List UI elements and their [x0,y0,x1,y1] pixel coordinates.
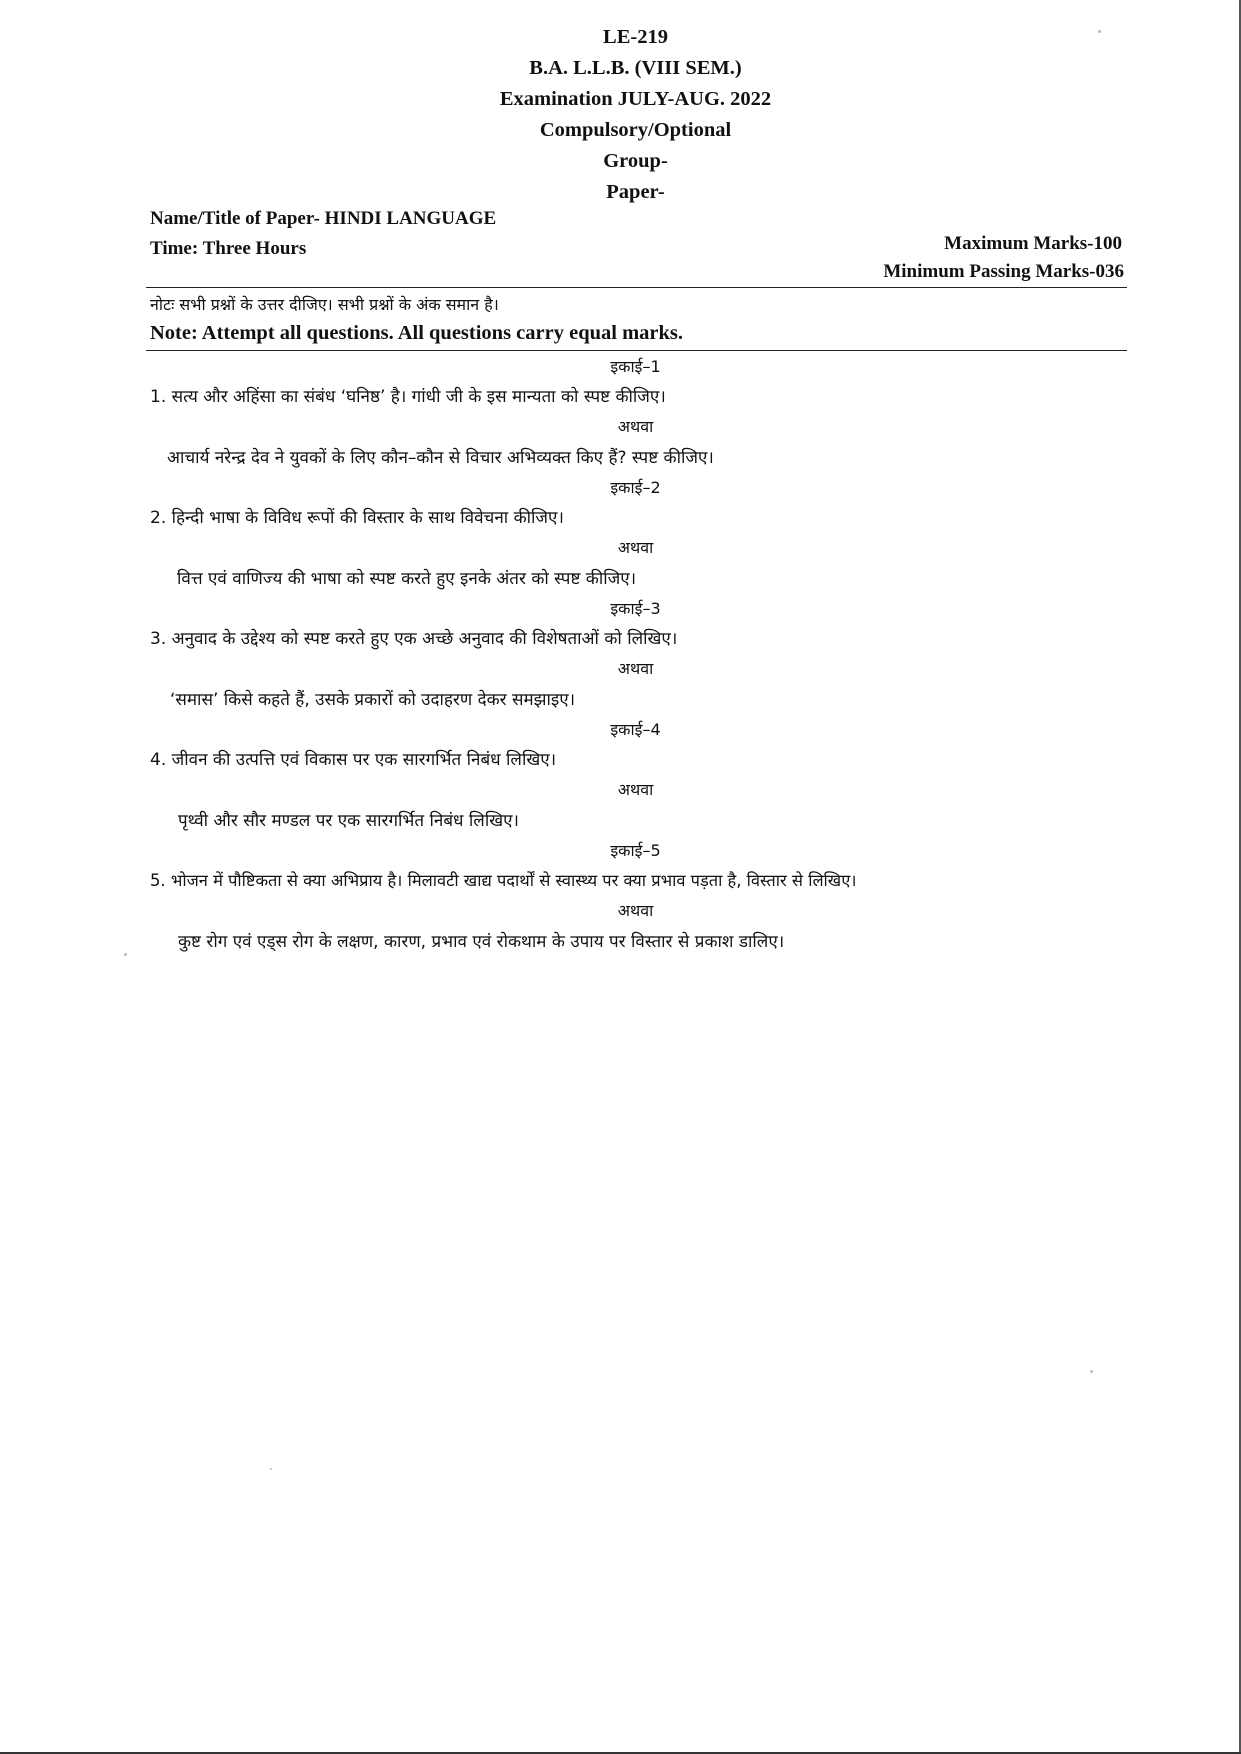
paper-header [0,22,1241,208]
course-name: B.A. L.L.B. (VIII SEM.) [529,57,742,79]
group-label: Group- [603,150,668,172]
question-5-alternative: कुष्ट रोग एवं एड्स रोग के लक्षण, कारण, प्रभाव एवं रोकथाम के उपाय पर विस्तार से प्रकाश डालिए। [178,932,785,952]
question-1: 1. सत्य और अहिंसा का संबंध ‘घनिष्ठ’ है। गांधी जी के इस मान्यता को स्पष्ट कीजिए। [150,387,666,407]
or-label: अथवा [617,901,654,920]
question-4: 4. जीवन की उत्पत्ति एवं विकास पर एक सारगर्भित निबंध लिखिए। [150,750,557,770]
exam-session: Examination JULY-AUG. 2022 [499,88,772,110]
question-4-alternative: पृथ्वी और सौर मण्डल पर एक सारगर्भित निबंध लिखिए। [178,811,519,831]
scan-speck [1090,1370,1093,1373]
question-2: 2. हिन्दी भाषा के विविध रूपों की विस्तार के साथ विवेचना कीजिए। [150,508,564,528]
paper-title: Name/Title of Paper- HINDI LANGUAGE [150,208,497,229]
unit-heading: इकाई–2 [610,478,661,497]
unit-heading: इकाई–3 [610,599,661,618]
unit-heading: इकाई–1 [610,357,661,376]
maximum-marks: Maximum Marks-100 [944,233,1122,254]
paper-type: Compulsory/Optional [539,119,732,141]
question-3-alternative: ‘समास’ किसे कहते हैं, उसके प्रकारों को उदाहरण देकर समझाइए। [170,690,576,710]
note-english: Note: Attempt all questions. All questions carry equal marks. [150,322,683,344]
question-1-alternative: आचार्य नरेन्द्र देव ने युवकों के लिए कौन–कौन से विचार अभिव्यक्त किए हैं? स्पष्ट कीजिए। [167,448,714,468]
note-hindi: नोटः सभी प्रश्नों के उत्तर दीजिए। सभी प्रश्नों के अंक समान है। [150,295,499,314]
scan-speck [1098,30,1101,33]
paper-code: LE-219 [603,26,668,48]
question-5: 5. भोजन में पौष्टिकता से क्या अभिप्राय है। मिलावटी खाद्य पदार्थों से स्वास्थ्य पर क्या प्रभाव पड़ता है, विस्तार से लिखिए। [150,871,857,890]
divider-top [146,287,1127,288]
or-label: अथवा [617,780,654,799]
question-3: 3. अनुवाद के उद्देश्य को स्पष्ट करते हुए एक अच्छे अनुवाद की विशेषताओं को लिखिए। [150,629,678,649]
minimum-passing-marks: Minimum Passing Marks-036 [883,261,1124,282]
or-label: अथवा [617,417,654,436]
paper-label: Paper- [606,181,665,203]
unit-heading: इकाई–5 [610,841,661,860]
scan-speck [124,953,127,956]
unit-heading: इकाई–4 [610,720,661,739]
scan-speck [270,1468,272,1470]
question-2-alternative: वित्त एवं वाणिज्य की भाषा को स्पष्ट करते हुए इनके अंतर को स्पष्ट कीजिए। [177,569,637,589]
divider-bottom [146,350,1127,351]
or-label: अथवा [617,538,654,557]
or-label: अथवा [617,659,654,678]
time-allowed: Time: Three Hours [150,238,307,259]
